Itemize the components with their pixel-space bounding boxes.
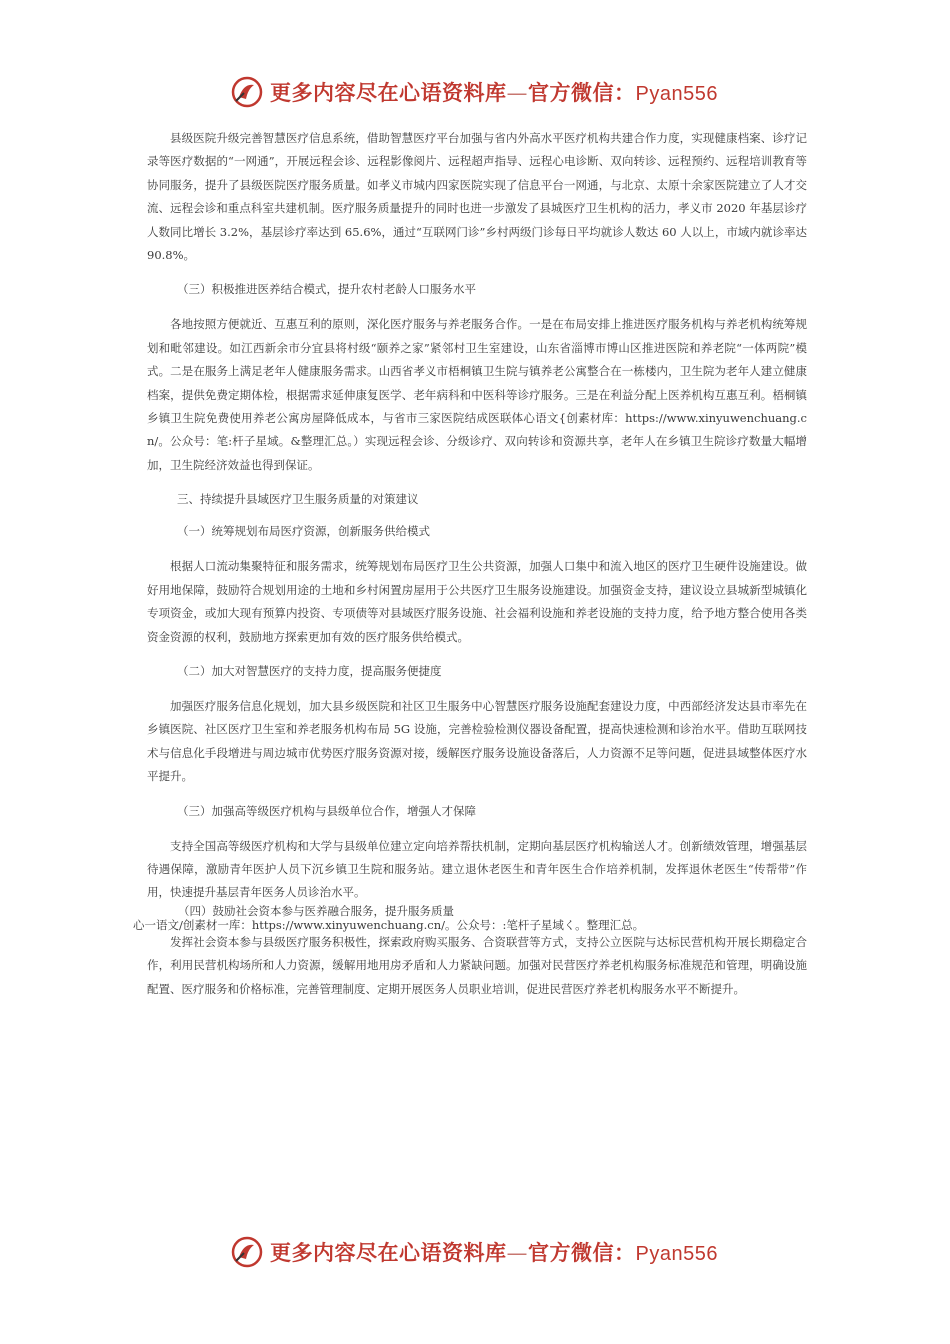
banner-code: Pyan556 <box>635 83 718 105</box>
heading-3-eldercare: （三）积极推进医养结合模式，提升农村老龄人口服务水平 <box>177 282 476 297</box>
banner-dash: — <box>506 81 528 105</box>
heading-4-social-capital: （四）鼓励社会资本参与医养融合服务，提升服务质量 <box>178 904 454 918</box>
paragraph-3: 根据人口流动集聚特征和服务需求，统筹规划布局医疗卫生公共资源，加强人口集中和流入地区的医疗卫生硬件设施建设。做好用地保障，鼓励符合规划用途的土地和乡村闲置房屋用于公共医疗卫生服务设施建设。加强资金支持，建议设立县城新型城镇化专项资金，或加大现有预算内投资、专项债等对县域医疗服务设施、社会福利设施和养老设施的支持力度，给予地方整合使用各类资金资源的权利，鼓励地方探索更加有效的医疗服务供给模式。 <box>147 559 807 644</box>
heading-3-talent: （三）加强高等级医疗机构与县级单位合作，增强人才保障 <box>177 803 476 818</box>
watermark-line: 心一语文/创素材一库：https://www.xinyuwenchuang.cn/。公众号：:笔杆子星域く。整理汇总。 <box>133 918 645 932</box>
banner-label: 官方微信： <box>528 1241 636 1265</box>
paragraph-6-wrap <box>147 931 807 1001</box>
paragraph-6: 发挥社会资本参与县级医疗服务积极性，探索政府购买服务、合资联营等方式，支持公立医院与达标民营机构开展长期稳定合作，利用民营机构场所和人力资源，缓解用地用房矛盾和人力紧缺问题。加强对民营医疗养老机构服务标准规范和管理，明确设施配置、医疗服务和价格标准，完善管理制度、定期开展医务人员职业培训，促进民营医疗养老机构服务水平不断提升。 <box>147 935 807 996</box>
banner-dash: — <box>506 1241 528 1265</box>
paragraph-2: 各地按照方便就近、互惠互利的原则，深化医疗服务与养老服务合作。一是在布局安排上推进医疗服务机构与养老机构统筹规划和毗邻建设。如江西新余市分宜县将村级“颐养之家”紧邻村卫生室建设，山东省淄博市博山区推进医院和养老院“一体两院”模式。二是在服务上满足老年人健康服务需求。山西省孝义市梧桐镇卫生院与镇养老公寓整合在一栋楼内，卫生院为老年人建立健康档案，提供免费定期体检，根据需求延伸康复医学、老年病科和中医科等诊疗服务。三是在利益分配上医养机构互惠互利。梧桐镇乡镇卫生院免费使用养老公寓房屋降低成本，与省市三家医院结成医联体心语文{创素材库：https://www.xinyuwenchuang.cn/。公众号：笔:杆子星域。&整理汇总。）实现远程会诊、分级诊疗、双向转诊和资源共享，老年人在乡镇卫生院诊疗数量大幅增加，卫生院经济效益也得到保证。 <box>147 317 807 472</box>
footer-banner <box>230 1232 730 1272</box>
banner-main: 更多内容尽在心语资料库 <box>270 81 507 105</box>
logo-icon <box>230 1235 264 1269</box>
logo-icon <box>230 75 264 109</box>
paragraph-1: 县级医院升级完善智慧医疗信息系统，借助智慧医疗平台加强与省内外高水平医疗机构共建合作力度，实现健康档案、诊疗记录等医疗数据的“一网通”，开展远程会诊、远程影像阅片、远程超声指导、远程心电诊断、双向转诊、远程预约、远程培训教育等协同服务，提升了县级医院医疗服务质量。如孝义市城内四家医院实现了信息平台一网通，与北京、太原十余家医院建立了人才交流、远程会诊和重点科室共建机制。医疗服务质量提升的同时也进一步激发了县城医疗卫生机构的活力，孝义市 2020 年基层诊疗人数同比增长 3.2%，基层诊疗率达到 65.6%，通过“互联网门诊”乡村两级门诊每日平均就诊人数达 60 人以上，市域内就诊率达 90.8%。 <box>147 131 807 263</box>
banner-code: Pyan556 <box>635 1243 718 1265</box>
header-banner <box>230 72 730 112</box>
paragraph-4: 加强医疗服务信息化规划，加大县乡级医院和社区卫生服务中心智慧医疗服务设施配套建设力度，中西部经济发达县市率先在乡镇医院、社区医疗卫生室和养老服务机构布局 5G 设施，完善检验检测仪器设备配置，提高快速检测和诊治水平。借助互联网技术与信息化手段增进与周边城市优势医疗服务资源对接，缓解医疗服务设施设备落后，人力资源不足等问题，促进县域整体医疗水平提升。 <box>147 698 807 784</box>
banner-main: 更多内容尽在心语资料库 <box>270 1241 507 1265</box>
paragraph-5: 支持全国高等级医疗机构和大学与县级单位建立定向培养帮扶机制，定期向基层医疗机构输送人才。创新绩效管理，增强基层待遇保障，激励青年医护人员下沉乡镇卫生院和服务站。建立退休老医生和青年医生合作培养机制，发挥退休老医生“传帮带”作用，快速提升基层青年医务人员诊治水平。 <box>147 838 807 900</box>
heading-2-smart-care: （二）加大对智慧医疗的支持力度，提高服务便捷度 <box>177 663 442 678</box>
document-body <box>147 127 807 905</box>
heading-1-resources: （一）统筹规划布局医疗资源，创新服务供给模式 <box>177 524 430 539</box>
section-3-title: 三、持续提升县域医疗卫生服务质量的对策建议 <box>177 492 419 507</box>
banner-label: 官方微信： <box>528 81 636 105</box>
